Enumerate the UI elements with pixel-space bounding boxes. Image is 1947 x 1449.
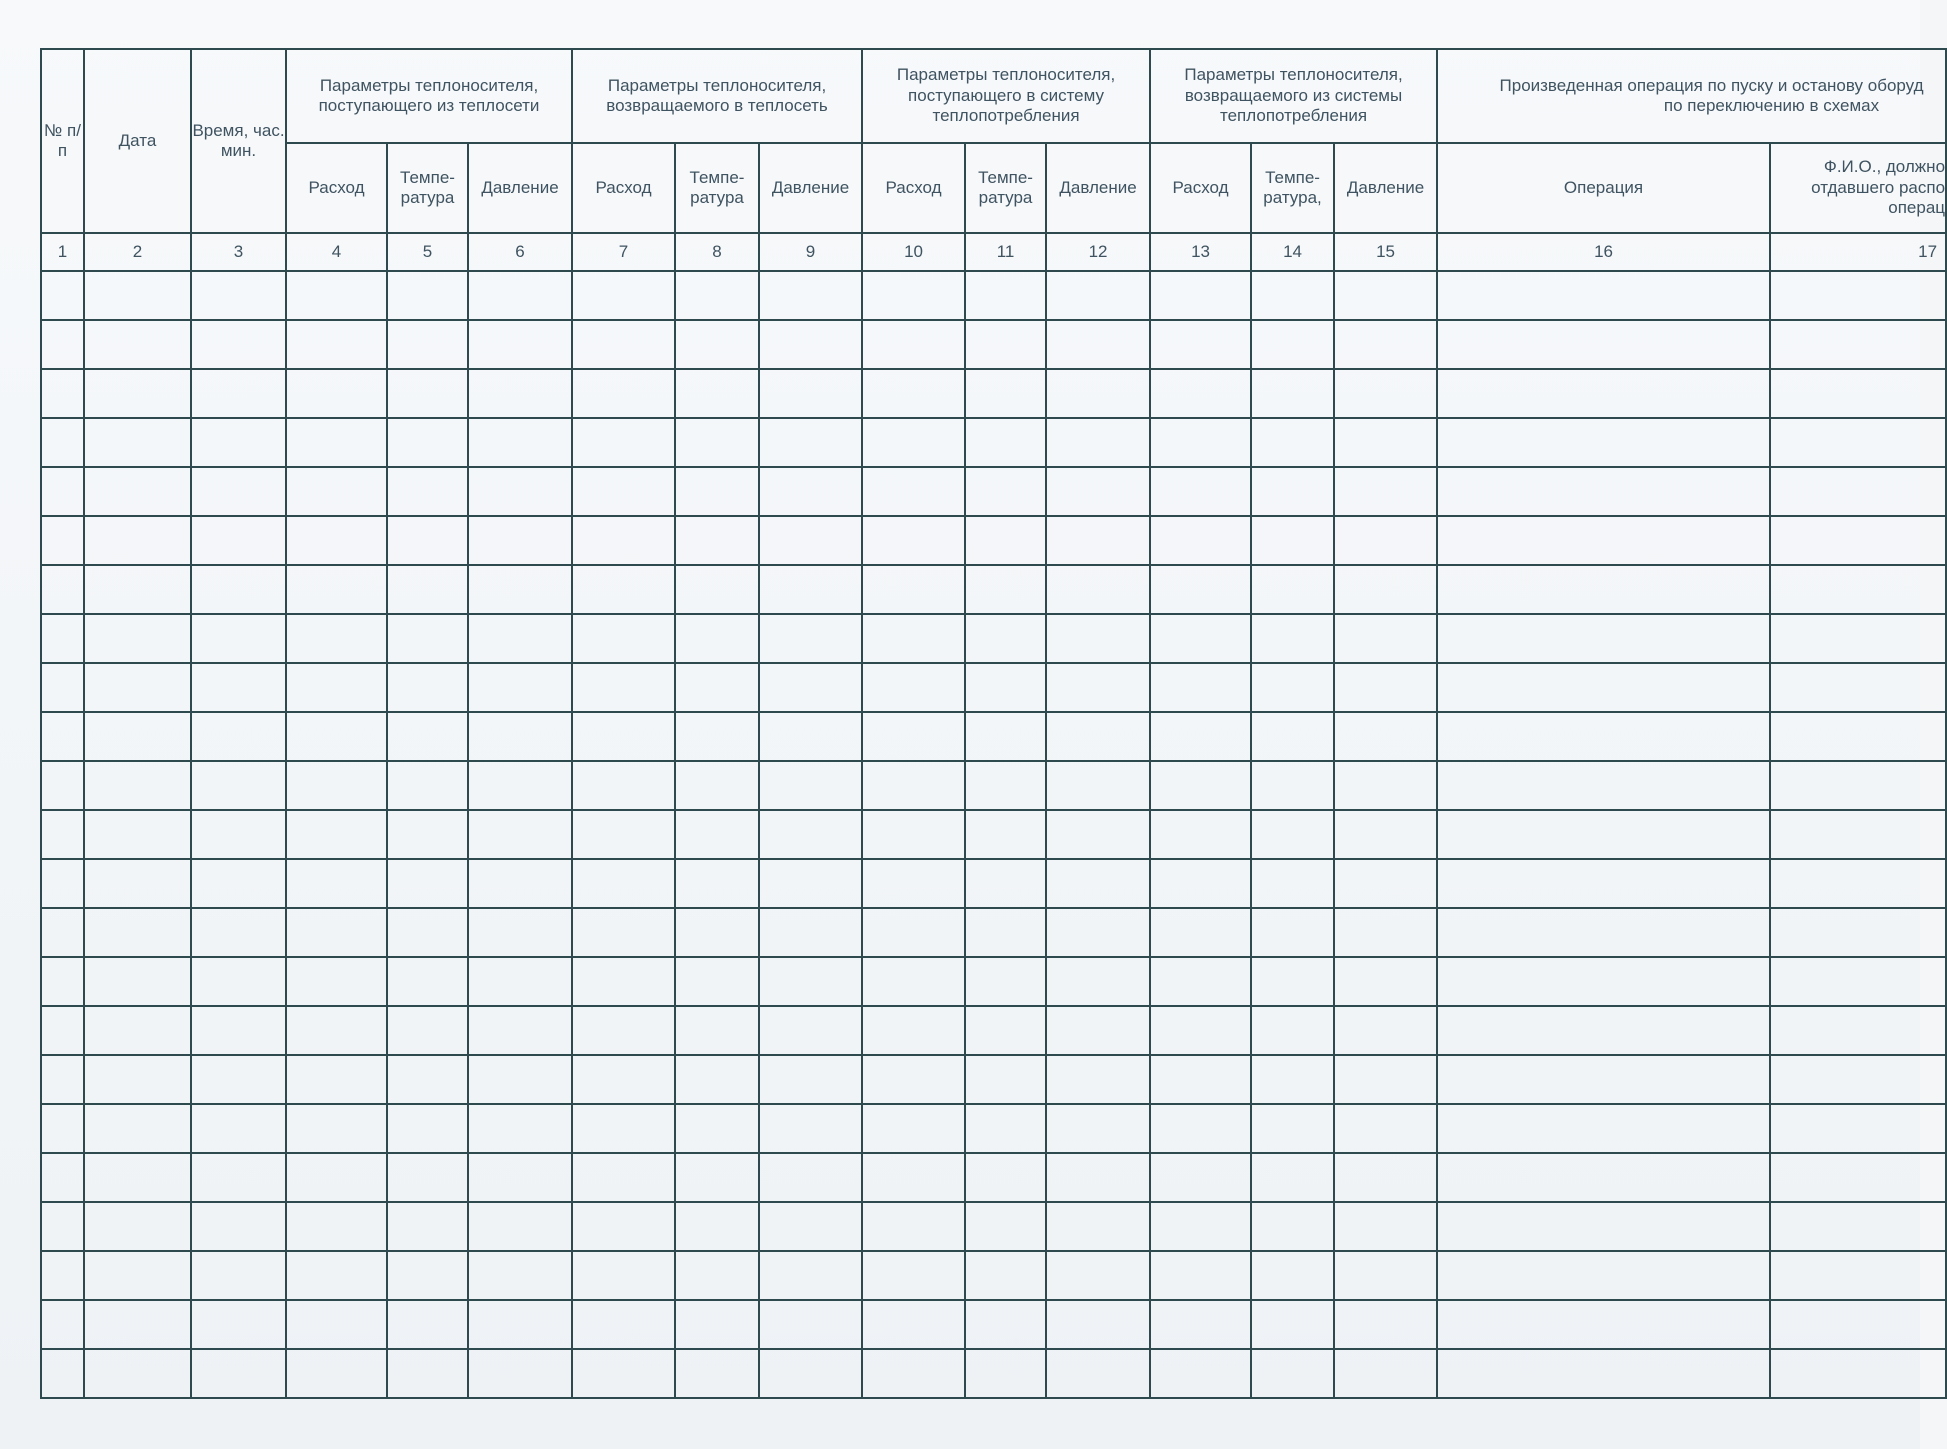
table-row xyxy=(41,859,1946,908)
header-pressure-3: Давление xyxy=(1046,143,1150,233)
header-number: № п/п xyxy=(41,49,84,233)
header-responsible-person xyxy=(1770,143,1946,233)
column-number: 7 xyxy=(572,233,675,271)
table-row xyxy=(41,1006,1946,1055)
table-row xyxy=(41,1153,1946,1202)
column-number: 11 xyxy=(965,233,1046,271)
column-number: 6 xyxy=(468,233,572,271)
table-row xyxy=(41,1202,1946,1251)
header-flow-2: Расход xyxy=(572,143,675,233)
header-responsible-line1: Ф.И.О., должно xyxy=(1823,157,1946,177)
table-row xyxy=(41,369,1946,418)
header-time: Время, час. мин. xyxy=(191,49,286,233)
column-number: 5 xyxy=(387,233,468,271)
table-row xyxy=(41,516,1946,565)
header-group-return-to-network: Параметры теплоносителя, возвращаемого в теплосеть xyxy=(572,49,862,143)
table-row xyxy=(41,614,1946,663)
table-row xyxy=(41,957,1946,1006)
table-row xyxy=(41,271,1946,320)
column-number: 14 xyxy=(1251,233,1334,271)
table-row xyxy=(41,1251,1946,1300)
table-row xyxy=(41,712,1946,761)
header-responsible-line2: отдавшего распо xyxy=(1811,177,1946,197)
header-group-supply-to-system: Параметры теплоносителя, поступающего в систему теплопотребления xyxy=(862,49,1150,143)
table-row xyxy=(41,418,1946,467)
header-pressure-4: Давление xyxy=(1334,143,1437,233)
header-temperature-2: Темпе-ратура xyxy=(675,143,759,233)
table-row xyxy=(41,1300,1946,1349)
header-group-operation xyxy=(1437,49,1946,143)
column-number-row xyxy=(41,233,1946,271)
header-temperature-3: Темпе-ратура xyxy=(965,143,1046,233)
column-number: 4 xyxy=(286,233,387,271)
column-number: 10 xyxy=(862,233,965,271)
column-number: 2 xyxy=(84,233,191,271)
header-flow-4: Расход xyxy=(1150,143,1251,233)
header-temperature-4: Темпе-ратура, xyxy=(1251,143,1334,233)
header-operation: Операция xyxy=(1437,143,1770,233)
column-number: 1 xyxy=(41,233,84,271)
column-number: 9 xyxy=(759,233,862,271)
header-flow-1: Расход xyxy=(286,143,387,233)
header-group-supply-from-network: Параметры теплоносителя, поступающего из теплосети xyxy=(286,49,572,143)
journal-body xyxy=(41,271,1946,1398)
table-row xyxy=(41,908,1946,957)
journal-table xyxy=(40,48,1947,1399)
header-group-operation-line2: по переключению в схемах xyxy=(1663,96,1880,115)
column-number: 16 xyxy=(1437,233,1770,271)
header-flow-3: Расход xyxy=(862,143,965,233)
header-group-return-from-system: Параметры теплоносителя, возвращаемого из системы теплопотребления xyxy=(1150,49,1437,143)
table-row xyxy=(41,1349,1946,1398)
table-row xyxy=(41,320,1946,369)
table-row xyxy=(41,1104,1946,1153)
table-row xyxy=(41,810,1946,859)
table-row xyxy=(41,565,1946,614)
table-row xyxy=(41,1055,1946,1104)
table-row xyxy=(41,467,1946,516)
column-number: 17 xyxy=(1770,233,1946,271)
column-number: 12 xyxy=(1046,233,1150,271)
header-date: Дата xyxy=(84,49,191,233)
column-number: 13 xyxy=(1150,233,1251,271)
column-number: 8 xyxy=(675,233,759,271)
header-temperature-1: Темпе-ратура xyxy=(387,143,468,233)
table-row xyxy=(41,761,1946,810)
header-responsible-line3: операц xyxy=(1888,198,1946,218)
column-number: 3 xyxy=(191,233,286,271)
table-row xyxy=(41,663,1946,712)
header-pressure-2: Давление xyxy=(759,143,862,233)
header-group-operation-line1: Произведенная операция по пуску и останову оборуд xyxy=(1499,75,1924,95)
header-pressure-1: Давление xyxy=(468,143,572,233)
column-number: 15 xyxy=(1334,233,1437,271)
